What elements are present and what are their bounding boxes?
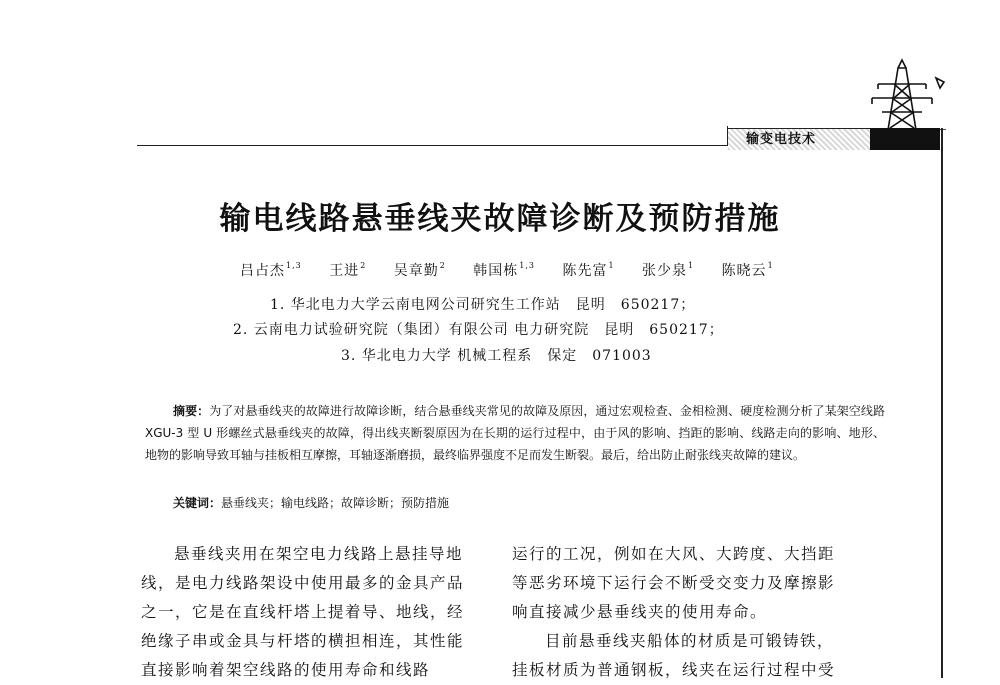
body-line: 直接影响着架空线路的使用寿命和线路 (141, 661, 431, 679)
body-column-left (141, 540, 501, 685)
affiliation-2: 2. 云南电力试验研究院（集团）有限公司 电力研究院 昆明 650217； (233, 322, 724, 338)
author: 韩国栋$^{1,3}$ (473, 261, 536, 279)
paper-title: 输电线路悬垂线夹故障诊断及预防措施 (219, 201, 781, 237)
body-line: 等恶劣环境下运行会不断受交变力及摩擦影 (512, 574, 836, 592)
body-line: 悬垂线夹用在架空电力线路上悬挂导地 (174, 545, 464, 563)
header-black-block (870, 128, 940, 150)
keywords (173, 494, 449, 511)
author: 陈先富$^1$ (562, 261, 615, 279)
body-line: 运行的工况，例如在大风、大跨度、大挡距 (512, 545, 836, 563)
abstract-label: 摘要： (173, 404, 210, 418)
keywords-label: 关键词： (173, 496, 222, 510)
body-line: 目前悬垂线夹船体的材质是可锻铸铁， (545, 632, 835, 650)
affiliation-3: 3. 华北电力大学 机械工程系 保定 071003 (341, 348, 652, 364)
abstract-text: 为了对悬垂线夹的故障进行故障诊断，结合悬垂线夹常见的故障及原因，通过宏观检查、金相检测、硬度检测分析了某架空线路 XGU-3 型 U 形螺丝式悬垂线夹的故障，得出线夹断裂原因为在长期的运行过程中，由于风的影响、挡距的影响、线路走向的影响、地形、地物的影响导致耳轴与挂板相互摩擦，耳轴逐渐磨损，最终临界强度不足而发生断裂。最后，给出防止耐张线夹故障的建议。 (145, 404, 885, 462)
section-label: 输变电技术 (728, 128, 870, 150)
body-line: 线，是电力线路架设中使用最多的金具产品 (141, 574, 465, 592)
author: 吴章勤$^2$ (393, 261, 446, 279)
body-line: 绝缘子串或金具与杆塔的横担相连，其性能 (141, 632, 465, 650)
abstract (145, 400, 885, 466)
body-line: 之一，它是在直线杆塔上提着导、地线，经 (141, 603, 465, 621)
header-rule (137, 145, 727, 146)
author: 陈晓云$^1$ (721, 261, 774, 279)
author: 王进$^2$ (329, 261, 367, 279)
transmission-tower-icon (858, 58, 946, 130)
author: 吕占杰$^{1,3}$ (240, 261, 302, 279)
keywords-text: 悬垂线夹；输电线路；故障诊断；预防措施 (221, 496, 450, 510)
body-column-right (512, 540, 874, 685)
affiliation-1: 1. 华北电力大学云南电网公司研究生工作站 昆明 650217； (270, 297, 696, 313)
author: 张少泉$^1$ (642, 261, 695, 279)
body-line: 挂板材质为普通钢板，线夹在运行过程中受 (512, 661, 836, 679)
body-line: 响直接减少悬垂线夹的使用寿命。 (512, 603, 768, 621)
author-list (240, 260, 796, 280)
